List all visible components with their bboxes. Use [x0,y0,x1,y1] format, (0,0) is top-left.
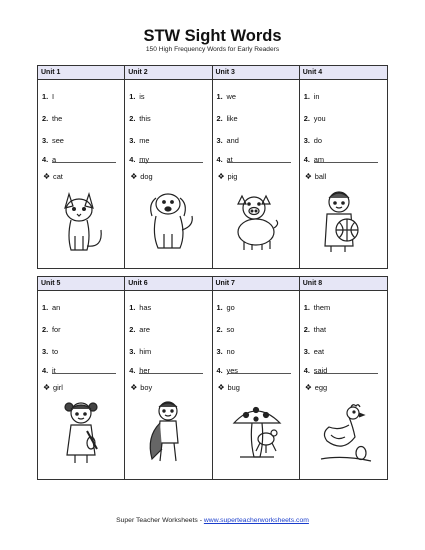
unit-column [38,66,125,268]
sight-word-item: 4. my [129,155,150,164]
page-title: STW Sight Words [143,27,282,45]
bonus-word: ❖ boy [130,383,153,392]
girl-illustration [51,397,113,467]
sight-word-item: 2. you [303,114,326,123]
sight-word-item: 2. that [303,325,327,334]
bonus-word: ❖ dog [130,172,153,181]
sight-word-item: 4. said [303,366,328,375]
sight-word-item: 2. so [216,325,235,334]
sight-word-item: 3. see [42,136,64,145]
sight-word-item: 4. at [216,155,233,164]
boy-illustration [138,397,200,467]
footer-site-name: Super Teacher Worksheets - [116,517,204,524]
divider [227,162,291,163]
divider [314,373,378,374]
unit-header: Unit 7 [213,277,299,291]
hen-egg-illustration [313,397,375,467]
ball-illustration [313,186,375,256]
sight-word-item: 4. a [42,155,57,164]
footer-link[interactable]: www.superteacherworksheets.com [203,517,309,524]
sight-word-item: 4. her [129,366,150,375]
diamond-bullet-icon: ❖ [43,383,51,392]
sight-word-item: 3. to [42,347,59,356]
sight-word-item: 3. do [303,136,322,145]
dog-illustration [138,186,200,256]
bug-illustration [226,397,288,467]
pig-illustration [226,186,288,256]
sight-word-item: 2. like [216,114,238,123]
diamond-bullet-icon: ❖ [130,172,138,181]
sight-word-item: 4. yes [216,366,239,375]
bonus-word: ❖ pig [217,172,238,181]
unit-column [300,66,387,268]
sight-word-item: 2. this [129,114,151,123]
unit-header: Unit 4 [300,66,387,80]
sight-word-item: 2. are [129,325,150,334]
sight-word-item: 1. an [42,303,61,312]
sight-word-item: 2. for [42,325,61,334]
unit-column [213,277,300,479]
diamond-bullet-icon: ❖ [304,172,312,181]
sight-word-item: 1. in [303,92,320,101]
divider [139,162,203,163]
sight-word-item: 4. am [303,155,325,164]
footer [0,517,425,524]
unit-column [38,277,125,479]
cat-illustration [51,186,113,256]
unit-column [213,66,300,268]
diamond-bullet-icon: ❖ [130,383,138,392]
divider [139,373,203,374]
bonus-word: ❖ egg [304,383,328,392]
sight-word-item: 1. I [42,92,55,101]
units-grid-bottom [37,276,388,480]
page-subtitle: 150 High Frequency Words for Early Readers [145,46,280,53]
sight-word-item: 1. has [129,303,152,312]
sight-word-item: 1. is [129,92,145,101]
unit-column [125,66,212,268]
divider [52,162,116,163]
units-grid-top [37,65,388,269]
sight-word-item: 1. go [216,303,235,312]
sight-word-item: 2. the [42,114,63,123]
divider [314,162,378,163]
sight-word-item: 1. them [303,303,331,312]
bonus-word: ❖ girl [43,383,63,392]
bonus-word: ❖ ball [304,172,327,181]
divider [52,373,116,374]
sight-word-item: 3. me [129,136,150,145]
diamond-bullet-icon: ❖ [217,172,225,181]
sight-word-item: 3. and [216,136,239,145]
unit-header: Unit 8 [300,277,387,291]
unit-header: Unit 5 [38,277,124,291]
unit-column [300,277,387,479]
unit-header: Unit 2 [125,66,211,80]
bonus-word: ❖ bug [217,383,240,392]
divider [227,373,291,374]
diamond-bullet-icon: ❖ [217,383,225,392]
sight-word-item: 3. no [216,347,235,356]
unit-column [125,277,212,479]
unit-header: Unit 6 [125,277,211,291]
unit-header: Unit 3 [213,66,299,80]
sight-word-item: 4. it [42,366,56,375]
unit-header: Unit 1 [38,66,124,80]
sight-word-item: 3. him [129,347,152,356]
bonus-word: ❖ cat [43,172,63,181]
sight-word-item: 1. we [216,92,236,101]
sight-word-item: 3. eat [303,347,325,356]
diamond-bullet-icon: ❖ [43,172,51,181]
diamond-bullet-icon: ❖ [304,383,312,392]
